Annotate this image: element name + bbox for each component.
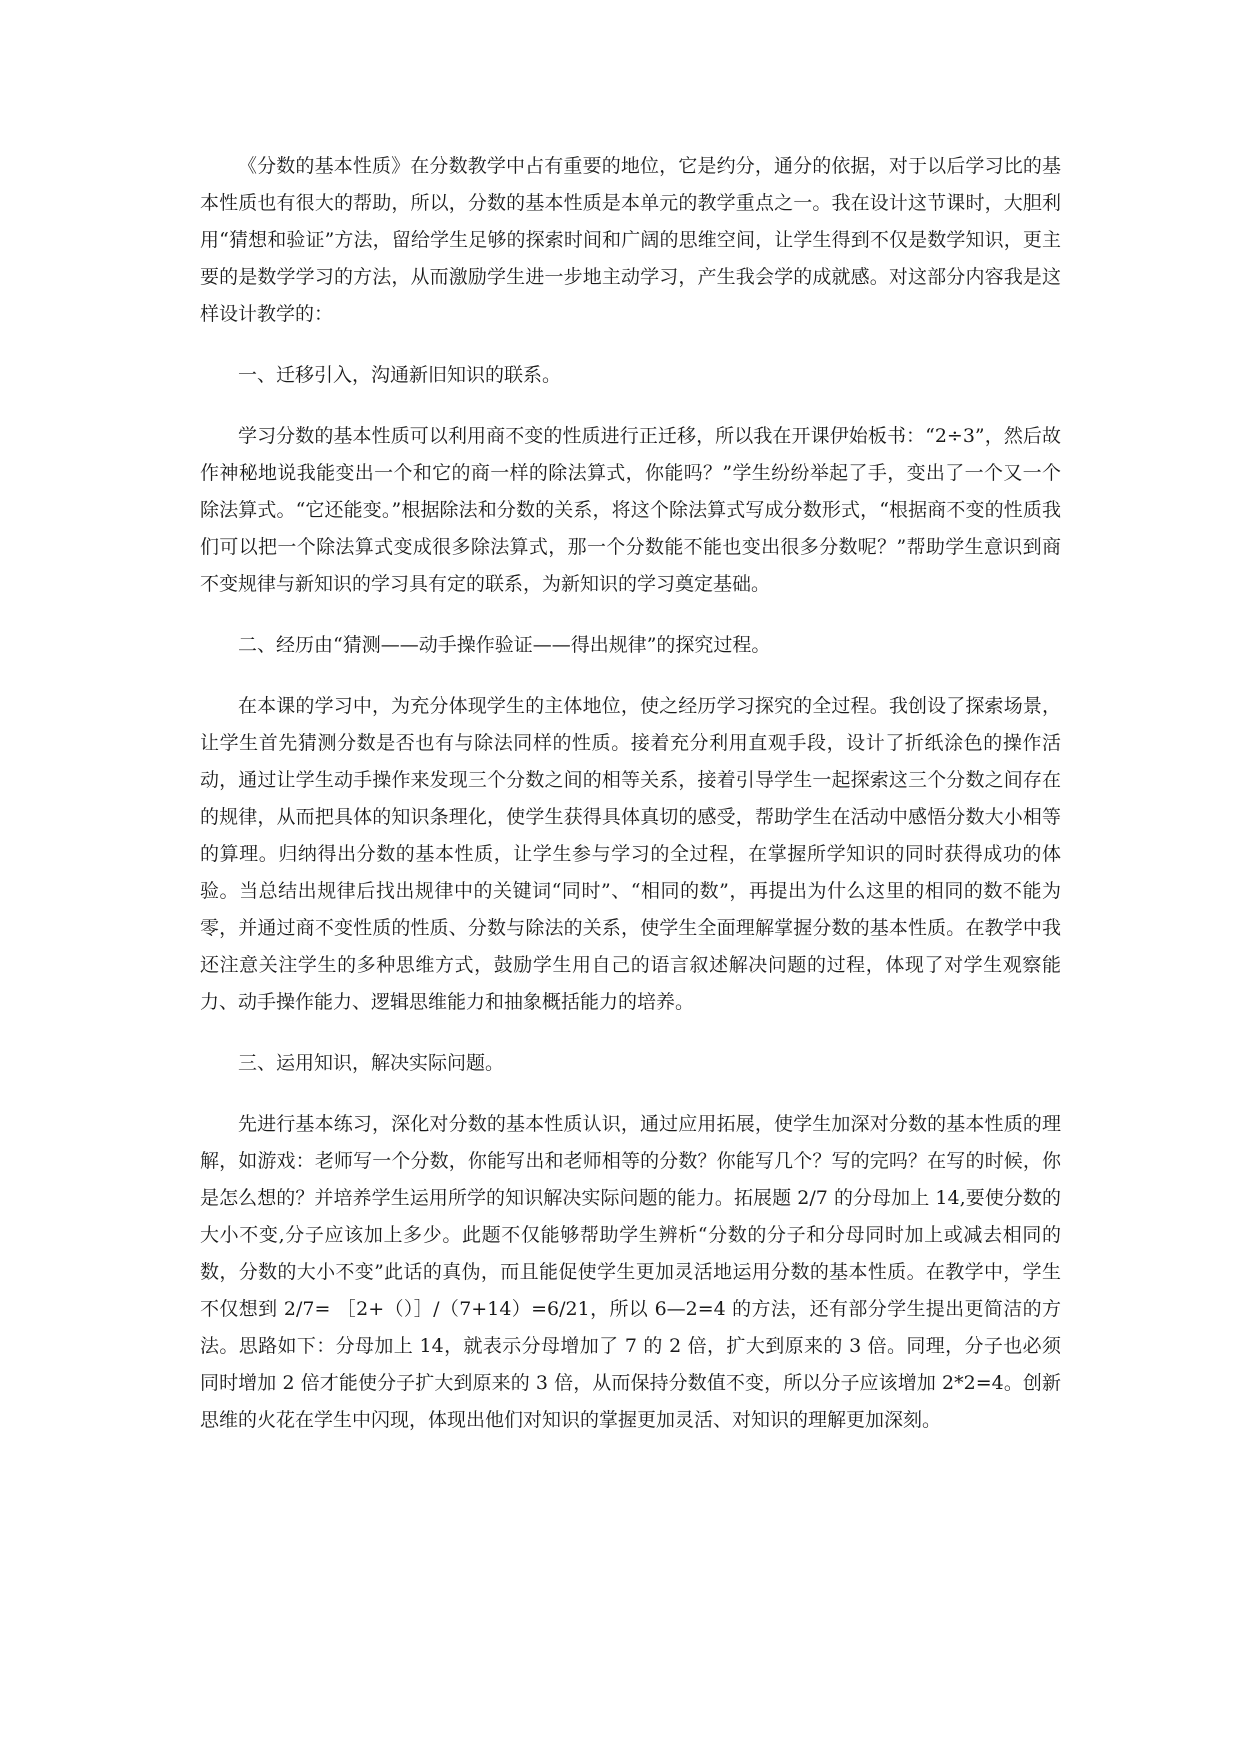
- document-body: [200, 148, 1061, 1463]
- section-1-heading: 一、迁移引入，沟通新旧知识的联系。: [238, 364, 562, 386]
- section-1-paragraph: 学习分数的基本性质可以利用商不变的性质进行正迁移，所以我在开课伊始板书：“2÷3”，然后故作神秘地说我能变出一个和它的商一样的除法算式，你能吗？”学生纷纷举起了手，变出了一个又一个除法算式。“它还能变。”根据除法和分数的关系，将这个除法算式写成分数形式，“根据商不变的性质我们可以把一个除法算式变成很多除法算式，那一个分数能不能也变出很多分数呢？”帮助学生意识到商不变规律与新知识的学习具有定的联系，为新知识的学习奠定基础。: [200, 425, 1061, 595]
- section-2-heading: 二、经历由“猜测——动手操作验证——得出规律”的探究过程。: [238, 634, 771, 656]
- section-2-paragraph: 在本课的学习中，为充分体现学生的主体地位，使之经历学习探究的全过程。我创设了探索场景，让学生首先猜测分数是否也有与除法同样的性质。接着充分利用直观手段，设计了折纸涂色的操作活动，通过让学生动手操作来发现三个分数之间的相等关系，接着引导学生一起探索这三个分数之间存在的规律，从而把具体的知识条理化，使学生获得具体真切的感受，帮助学生在活动中感悟分数大小相等的算理。归纳得出分数的基本性质，让学生参与学习的全过程，在掌握所学知识的同时获得成功的体验。当总结出规律后找出规律中的关键词“同时”、“相同的数”，再提出为什么这里的相同的数不能为零，并通过商不变性质的性质、分数与除法的关系，使学生全面理解掌握分数的基本性质。在教学中我还注意关注学生的多种思维方式，鼓励学生用自己的语言叙述解决问题的过程，体现了对学生观察能力、动手操作能力、逻辑思维能力和抽象概括能力的培养。: [200, 695, 1061, 1013]
- intro-paragraph: 《分数的基本性质》在分数教学中占有重要的地位，它是约分，通分的依据，对于以后学习比的基本性质也有很大的帮助，所以，分数的基本性质是本单元的教学重点之一。我在设计这节课时，大胆利用“猜想和验证”方法，留给学生足够的探索时间和广阔的思维空间，让学生得到不仅是数学知识，更主要的是数学学习的方法，从而激励学生进一步地主动学习，产生我会学的成就感。对这部分内容我是这样设计教学的：: [200, 155, 1061, 325]
- section-3-heading: 三、运用知识，解决实际问题。: [238, 1052, 505, 1074]
- section-3-paragraph: 先进行基本练习，深化对分数的基本性质认识，通过应用拓展，使学生加深对分数的基本性质的理解，如游戏：老师写一个分数，你能写出和老师相等的分数？你能写几个？写的完吗？在写的时候，你是怎么想的？并培养学生运用所学的知识解决实际问题的能力。拓展题 2/7 的分母加上 14,要使分数的大小不变,分子应该加上多少。此题不仅能够帮助学生辨析“分数的分子和分母同时加上或减去相同的数，分数的大小不变”此话的真伪，而且能促使学生更加灵活地运用分数的基本性质。在教学中，学生不仅想到 2/7= ［2+（）］/（7+14）=6/21，所以 6—2=4 的方法，还有部分学生提出更简洁的方法。思路如下：分母加上 14，就表示分母增加了 7 的 2 倍，扩大到原来的 3 倍。同理，分子也必须同时增加 2 倍才能使分子扩大到原来的 3 倍，从而保持分数值不变，所以分子应该增加 2*2=4。创新思维的火花在学生中闪现，体现出他们对知识的掌握更加灵活、对知识的理解更加深刻。: [200, 1113, 1061, 1431]
